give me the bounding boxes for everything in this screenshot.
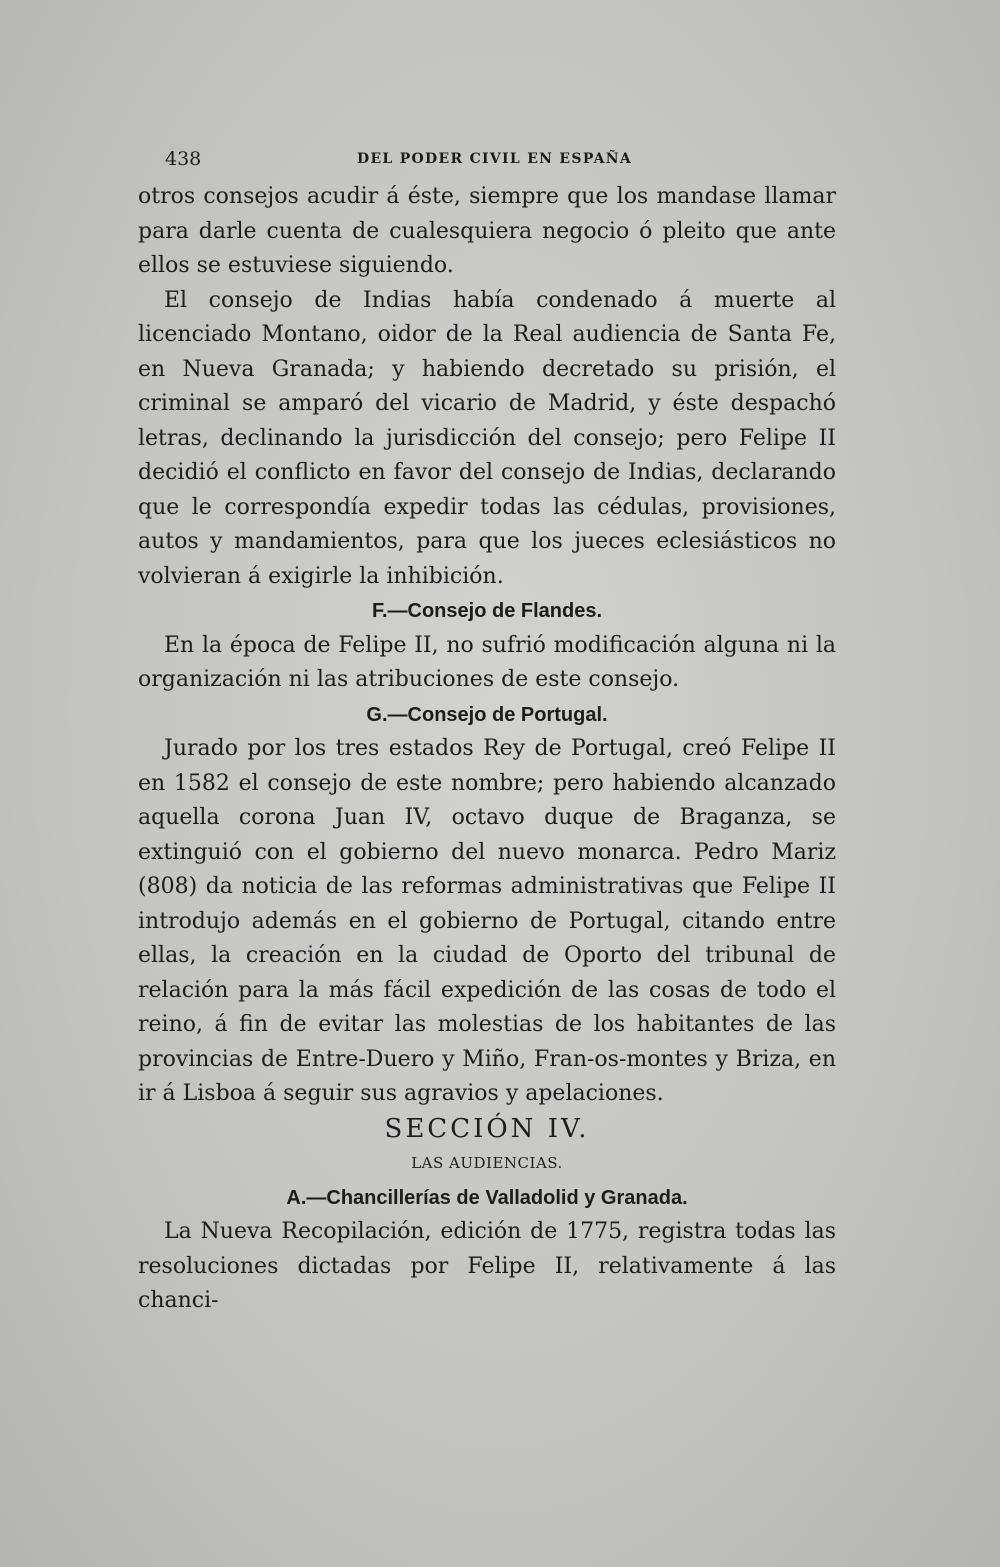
body-text	[138, 180, 836, 1319]
paragraph-portugal: Jurado por los tres estados Rey de Portugal, creó Felipe II en 1582 el consejo de este nombre; pero habiendo alcanzado aquella corona Juan IV, octavo duque de Braganza, se extinguió con el gobierno del nuevo monarca. Pedro Mariz (808) da noticia de las reformas administrativas que Felipe II introdujo además en el gobierno de Portugal, citando entre ellas, la creación en la ciudad de Oporto del tribunal de relación para la más fácil expedición de las cosas de todo el reino, á fin de evitar las molestias de los habitantes de las provincias de Entre-Duero y Miño, Fran-os-montes y Briza, en ir á Lisboa á seguir sus agravios y apelaciones.	[138, 736, 836, 1106]
paragraph-consejo-indias: El consejo de Indias había condenado á muerte al licenciado Montano, oidor de la Real audiencia de Santa Fe, en Nueva Granada; y habiendo decretado su prisión, el criminal se amparó del vicario de Madrid, y éste despachó letras, declinando la jurisdicción del consejo; pero Felipe II decidió el conflicto en favor del consejo de Indias, declarando que le correspondía expedir todas las cédulas, provisiones, autos y mandamientos, para que los jueces eclesiásticos no volvieran á exigirle la inhibición.	[138, 287, 836, 589]
heading-consejo-portugal: G.—Consejo de Portugal.	[366, 703, 608, 726]
heading-consejo-flandes: F.—Consejo de Flandes.	[371, 600, 603, 622]
section-title: SECCIÓN IV.	[384, 1113, 590, 1144]
page-number: 438	[165, 148, 202, 170]
paragraph-flandes: En la época de Felipe II, no sufrió modificación alguna ni la organización ni las atribuciones de este consejo.	[138, 632, 836, 692]
running-head: DEL PODER CIVIL EN ESPAÑA	[357, 151, 633, 167]
subsection-title: LAS AUDIENCIAS.	[411, 1154, 563, 1172]
page-header	[165, 148, 635, 172]
paragraph-continuation: otros consejos acudir á éste, siempre que los mandase llamar para darle cuenta de cualesquiera negocio ó pleito que ante ellos se estuviese siguiendo.	[138, 184, 836, 278]
heading-chancillerias: A.—Chancillerías de Valladolid y Granada.	[286, 1186, 688, 1209]
paragraph-recopilacion: La Nueva Recopilación, edición de 1775, registra todas las resoluciones dictadas por Felipe II, relativamente á las chanci-	[138, 1219, 836, 1313]
